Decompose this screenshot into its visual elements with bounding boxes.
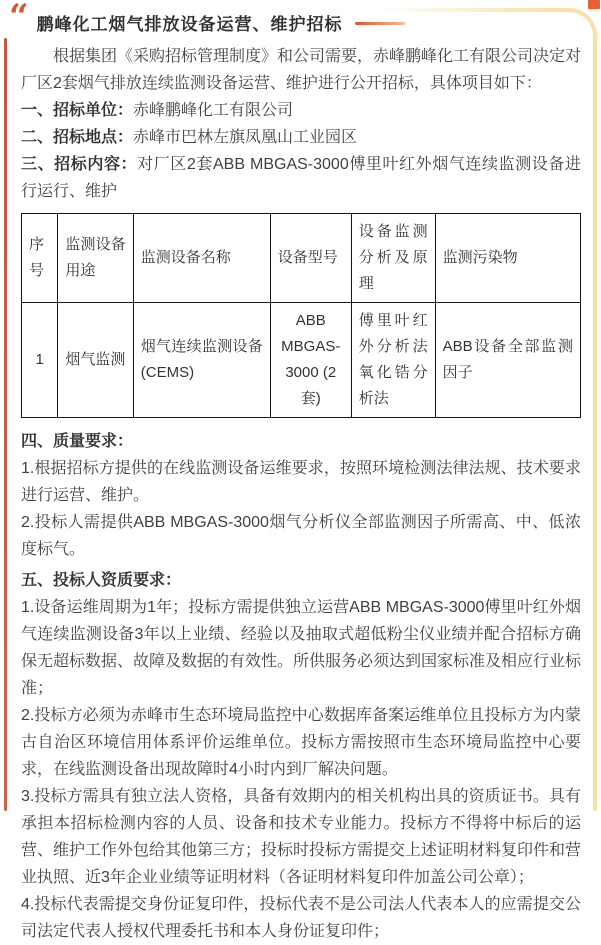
tender-unit-line — [21, 97, 581, 124]
tender-content-value: 对厂区2套ABB MBGAS-3000傅里叶红外烟气连续监测设备进行运行、维护 — [21, 156, 581, 200]
quote-icon: “ — [9, 0, 29, 37]
tender-location-value: 赤峰市巴林左旗凤凰山工业园区 — [133, 129, 358, 146]
table-header-cell-index: 序号 — [22, 214, 58, 303]
table-header-cell-name: 监测设备名称 — [133, 214, 270, 303]
table-header-cell-pollutant: 监测污染物 — [435, 214, 580, 303]
intro-paragraph: 根据集团《采购招标管理制度》和公司需要，赤峰鹏峰化工有限公司决定对厂区2套烟气排放连续监测设备运营、维护进行公开招标，具体项目如下： — [21, 48, 582, 92]
quality-paragraph-1: 1.根据招标方提供的在线监测设备运维要求，按照环境检测法律法规、技术要求进行运营、维护。 — [21, 460, 581, 504]
page-title: 鹏峰化工烟气排放设备运营、维护招标 — [36, 15, 343, 34]
tender-unit-label: 一、招标单位： — [21, 102, 134, 119]
tender-content-label: 三、招标内容： — [21, 156, 138, 173]
table-header-row — [22, 214, 581, 303]
title-decor-line — [355, 22, 405, 25]
qualification-paragraph-1: 1.设备运维周期为1年；投标方需提供独立运营ABB MBGAS-3000傅里叶红外烟气连续监测设备3年以上业绩、经验以及抽取式超低粉尘仪业绩并配合招标方确保无超标数据、故障及数据的有效性。所供服务必须达到国家标准及相应行业标准； — [21, 599, 582, 697]
section-qualification-heading: 五、投标人资质要求： — [21, 572, 182, 589]
qualification-paragraph-3: 3.投标方需具有独立法人资格，具备有效期内的相关机构出具的资质证书。具有承担本招标检测内容的人员、设备和技术专业能力。投标方不得将中标后的运营、维护工作外包给其他第三方；投标时投标方需提交上述证明材料复印件和营业执照、近3年企业业绩等证明材料（各证明材料复印件加盖公司公章）； — [21, 788, 582, 886]
tender-location-label: 二、招标地点： — [21, 129, 134, 146]
quality-paragraph-2: 2.投标人需提供ABB MBGAS-3000烟气分析仪全部监测因子所需高、中、低浓度标气。 — [21, 514, 581, 558]
qualification-paragraph-4: 4.投标代表需提交身份证复印件，投标代表不是公司法人代表本人的应需提交公司法定代表人授权代理委托书和本人身份证复印件； — [21, 896, 581, 940]
table-cell-name: 烟气连续监测设备 (CEMS) — [133, 303, 270, 418]
section-quality-heading: 四、质量要求： — [21, 433, 134, 450]
table-row — [22, 303, 581, 418]
tender-unit-value: 赤峰鹏峰化工有限公司 — [133, 102, 294, 119]
table-cell-principle: 傅里叶红外分析法 氧化锆分析法 — [351, 303, 435, 418]
section-quality — [21, 428, 581, 563]
article-header — [9, 0, 581, 37]
table-header-cell-model: 设备型号 — [270, 214, 351, 303]
equipment-table — [21, 213, 581, 418]
table-header-cell-purpose: 监测设备用途 — [58, 214, 133, 303]
table-header-cell-principle: 设备监测分析及原理 — [351, 214, 435, 303]
section-qualification — [21, 567, 581, 945]
table-cell-pollutant: ABB设备全部监测因子 — [435, 303, 580, 418]
table-cell-index: 1 — [22, 303, 58, 418]
qualification-paragraph-2: 2.投标方必须为赤峰市生态环境局监控中心数据库备案运维单位且投标方为内蒙古自治区环境信用体系评价运维单位。投标方需按照市生态环境局监控中心要求，在线监测设备出现故障时4小时内到厂解决问题。 — [21, 707, 581, 778]
tender-content-line — [21, 151, 581, 205]
table-cell-model: ABB MBGAS-3000 (2套) — [270, 303, 351, 418]
tender-location-line — [21, 124, 581, 151]
table-cell-purpose: 烟气监测 — [58, 303, 133, 418]
